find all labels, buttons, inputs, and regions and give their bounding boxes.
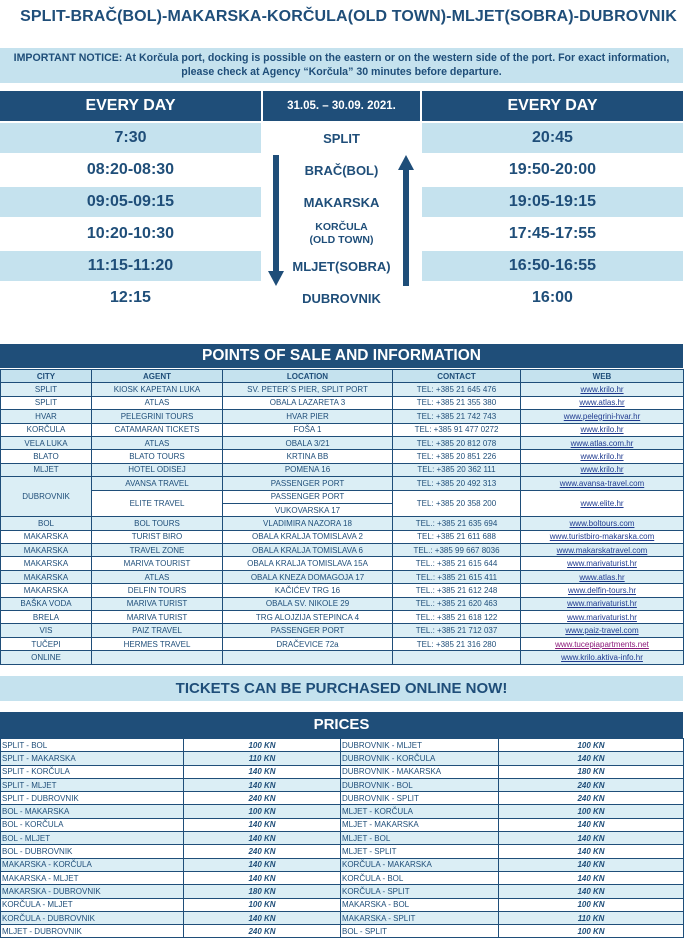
points-of-sale-title: POINTS OF SALE AND INFORMATION bbox=[0, 344, 683, 368]
pos-header-cell: CONTACT bbox=[393, 370, 521, 383]
price-row bbox=[1, 925, 684, 938]
route-name: DUBROVNIK - SPLIT bbox=[341, 792, 499, 805]
pos-web-link[interactable]: www.marivaturist.hr bbox=[521, 557, 684, 570]
price-value: 140 KN bbox=[184, 911, 341, 924]
schedule-row bbox=[0, 251, 683, 281]
pos-cell: OBALA LAZARETA 3 bbox=[223, 396, 393, 409]
schedule-row bbox=[0, 219, 683, 249]
pos-cell: BOL bbox=[1, 517, 92, 530]
route-name: BOL - DUBROVNIK bbox=[1, 845, 184, 858]
schedule-row bbox=[0, 283, 683, 313]
pos-cell: DELFIN TOURS bbox=[92, 584, 223, 597]
price-row bbox=[1, 832, 684, 845]
price-value: 140 KN bbox=[499, 871, 684, 884]
pos-cell: VELA LUKA bbox=[1, 436, 92, 449]
page-title: SPLIT-BRAČ(BOL)-MAKARSKA-KORČULA(OLD TOWN)-MLJET(SOBRA)-DUBROVNIK bbox=[20, 8, 677, 25]
pos-web-link[interactable]: www.elite.hr bbox=[521, 490, 684, 517]
pos-web-link[interactable]: www.makarskatravel.com bbox=[521, 544, 684, 557]
pos-cell: TRAVEL ZONE bbox=[92, 544, 223, 557]
pos-cell: BRELA bbox=[1, 611, 92, 624]
pos-cell bbox=[393, 651, 521, 664]
pos-web-link[interactable]: www.krilo.hr bbox=[521, 463, 684, 476]
pos-row bbox=[1, 584, 684, 597]
pos-row bbox=[1, 436, 684, 449]
pos-header-cell: AGENT bbox=[92, 370, 223, 383]
pos-cell: AVANSA TRAVEL bbox=[92, 477, 223, 490]
price-value: 140 KN bbox=[184, 871, 341, 884]
pos-cell: TEL: +385 21 645 476 bbox=[393, 383, 521, 396]
route-name: DUBROVNIK - BOL bbox=[341, 778, 499, 791]
pos-cell: SV. PETER´S PIER, SPLIT PORT bbox=[223, 383, 393, 396]
pos-cell: TEL: +385 21 611 688 bbox=[393, 530, 521, 543]
pos-cell: TEL.: +385 21 712 037 bbox=[393, 624, 521, 637]
pos-row bbox=[1, 463, 684, 476]
route-name: MAKARSKA - KORČULA bbox=[1, 858, 184, 871]
price-value: 240 KN bbox=[184, 925, 341, 938]
points-of-sale-table bbox=[0, 369, 684, 665]
pos-cell: TEL.: +385 21 615 411 bbox=[393, 570, 521, 583]
price-row bbox=[1, 885, 684, 898]
price-value: 100 KN bbox=[499, 925, 684, 938]
pos-row bbox=[1, 544, 684, 557]
pos-cell: VIS bbox=[1, 624, 92, 637]
pos-web-link[interactable]: www.atlas.com.hr bbox=[521, 436, 684, 449]
route-name: MAKARSKA - MLJET bbox=[1, 871, 184, 884]
pos-cell: PASSENGER PORT bbox=[223, 477, 393, 490]
pos-cell: BLATO TOURS bbox=[92, 450, 223, 463]
pos-web-link[interactable]: www.turistbiro-makarska.com bbox=[521, 530, 684, 543]
price-value: 140 KN bbox=[499, 832, 684, 845]
price-value: 140 KN bbox=[499, 845, 684, 858]
pos-cell: CATAMARAN TICKETS bbox=[92, 423, 223, 436]
price-value: 100 KN bbox=[184, 898, 341, 911]
price-row bbox=[1, 778, 684, 791]
price-value: 140 KN bbox=[499, 858, 684, 871]
pos-row bbox=[1, 477, 684, 490]
schedule-row bbox=[0, 187, 683, 217]
return-time: 19:50-20:00 bbox=[422, 155, 683, 185]
price-value: 180 KN bbox=[499, 765, 684, 778]
pos-cell: SPLIT bbox=[1, 396, 92, 409]
schedule-row bbox=[0, 155, 683, 185]
pos-cell: TEL: +385 20 812 078 bbox=[393, 436, 521, 449]
pos-row bbox=[1, 651, 684, 664]
pos-cell: OBALA KRALJA TOMISLAVA 2 bbox=[223, 530, 393, 543]
price-value: 100 KN bbox=[499, 898, 684, 911]
station-name bbox=[310, 221, 374, 247]
price-row bbox=[1, 765, 684, 778]
pos-cell: PELEGRINI TOURS bbox=[92, 410, 223, 423]
pos-row bbox=[1, 530, 684, 543]
route-name: MAKARSKA - DUBROVNIK bbox=[1, 885, 184, 898]
route-name: KORČULA - SPLIT bbox=[341, 885, 499, 898]
pos-cell: SPLIT bbox=[1, 383, 92, 396]
pos-web-link[interactable]: www.krilo.aktiva-info.hr bbox=[521, 651, 684, 664]
price-value: 140 KN bbox=[184, 778, 341, 791]
prices-table bbox=[0, 738, 684, 938]
return-time: 19:05-19:15 bbox=[422, 187, 683, 217]
pos-web-link[interactable]: www.marivaturist.hr bbox=[521, 597, 684, 610]
pos-web-link[interactable]: www.paiz-travel.com bbox=[521, 624, 684, 637]
route-name: SPLIT - MLJET bbox=[1, 778, 184, 791]
pos-cell: TEL.: +385 21 615 644 bbox=[393, 557, 521, 570]
route-name: SPLIT - BOL bbox=[1, 739, 184, 752]
station-name: BRAČ(BOL) bbox=[304, 162, 379, 178]
price-row bbox=[1, 792, 684, 805]
pos-cell: VLADIMIRA NAZORA 18 bbox=[223, 517, 393, 530]
down-arrow-icon bbox=[267, 155, 285, 287]
pos-cell: TEL: +385 20 851 226 bbox=[393, 450, 521, 463]
pos-header-cell: CITY bbox=[1, 370, 92, 383]
pos-cell: TEL: +385 21 742 743 bbox=[393, 410, 521, 423]
route-name: SPLIT - MAKARSKA bbox=[1, 752, 184, 765]
left-header: EVERY DAY bbox=[0, 91, 261, 121]
prices-title: PRICES bbox=[0, 712, 683, 738]
departure-time: 11:15-11:20 bbox=[0, 251, 261, 281]
pos-cell: MARIVA TURIST bbox=[92, 611, 223, 624]
pos-cell: MLJET bbox=[1, 463, 92, 476]
pos-cell: ATLAS bbox=[92, 570, 223, 583]
pos-row bbox=[1, 410, 684, 423]
pos-web-link[interactable]: www.krilo.hr bbox=[521, 423, 684, 436]
pos-cell: HVAR PIER bbox=[223, 410, 393, 423]
route-name: MLJET - DUBROVNIK bbox=[1, 925, 184, 938]
price-value: 140 KN bbox=[184, 832, 341, 845]
price-row bbox=[1, 752, 684, 765]
route-name: KORČULA - DUBROVNIK bbox=[1, 911, 184, 924]
pos-cell: BLATO bbox=[1, 450, 92, 463]
price-value: 110 KN bbox=[499, 911, 684, 924]
price-row bbox=[1, 805, 684, 818]
pos-cell: DRAČEVICE 72a bbox=[223, 637, 393, 650]
pos-row bbox=[1, 624, 684, 637]
price-value: 100 KN bbox=[499, 805, 684, 818]
pos-cell: TRG ALOJZIJA STEPINCA 4 bbox=[223, 611, 393, 624]
period-header: 31.05. – 30.09. 2021. bbox=[263, 91, 420, 121]
pos-cell: OBALA KRALJA TOMISLAVA 15A bbox=[223, 557, 393, 570]
pos-cell: OBALA 3/21 bbox=[223, 436, 393, 449]
pos-cell: PASSENGER PORT bbox=[223, 490, 393, 503]
pos-web-link[interactable]: www.atlas.hr bbox=[521, 570, 684, 583]
pos-cell: MAKARSKA bbox=[1, 570, 92, 583]
pos-cell: MAKARSKA bbox=[1, 557, 92, 570]
pos-cell: DUBROVNIK bbox=[1, 477, 92, 517]
price-value: 140 KN bbox=[184, 765, 341, 778]
pos-cell: TEL: +385 91 477 0272 bbox=[393, 423, 521, 436]
pos-cell: TUČEPI bbox=[1, 637, 92, 650]
route-name: KORČULA - MLJET bbox=[1, 898, 184, 911]
pos-cell: TEL: +385 21 316 280 bbox=[393, 637, 521, 650]
pos-cell: TEL.: +385 99 667 8036 bbox=[393, 544, 521, 557]
pos-row bbox=[1, 450, 684, 463]
pos-cell: PASSENGER PORT bbox=[223, 624, 393, 637]
pos-web-link[interactable]: www.tucepiapartments.net bbox=[521, 637, 684, 650]
pos-row bbox=[1, 557, 684, 570]
pos-web-link[interactable]: www.krilo.hr bbox=[521, 383, 684, 396]
pos-header-row bbox=[1, 370, 684, 383]
pos-cell: ATLAS bbox=[92, 396, 223, 409]
pos-row bbox=[1, 423, 684, 436]
pos-cell: TEL.: +385 21 612 248 bbox=[393, 584, 521, 597]
price-row bbox=[1, 845, 684, 858]
station-cell bbox=[263, 283, 420, 313]
pos-cell: TEL: +385 21 355 380 bbox=[393, 396, 521, 409]
station-name: MLJET(SOBRA) bbox=[292, 258, 391, 274]
price-row bbox=[1, 898, 684, 911]
station-name-line2: (OLD TOWN) bbox=[309, 234, 374, 246]
pos-row bbox=[1, 490, 684, 503]
pos-web-link[interactable]: www.delfin-tours.hr bbox=[521, 584, 684, 597]
pos-cell: HVAR bbox=[1, 410, 92, 423]
price-value: 140 KN bbox=[184, 858, 341, 871]
online-tickets-banner: TICKETS CAN BE PURCHASED ONLINE NOW! bbox=[0, 676, 683, 701]
right-header: EVERY DAY bbox=[422, 91, 683, 121]
departure-time: 08:20-08:30 bbox=[0, 155, 261, 185]
route-name: DUBROVNIK - MLJET bbox=[341, 739, 499, 752]
pos-web-link[interactable]: www.krilo.hr bbox=[521, 450, 684, 463]
route-name: MLJET - SPLIT bbox=[341, 845, 499, 858]
price-value: 100 KN bbox=[184, 805, 341, 818]
station-name: MAKARSKA bbox=[303, 194, 380, 210]
schedule-header-row bbox=[0, 91, 683, 121]
pos-cell: ELITE TRAVEL bbox=[92, 490, 223, 517]
schedule-row bbox=[0, 123, 683, 153]
pos-cell bbox=[223, 651, 393, 664]
important-notice: IMPORTANT NOTICE: At Korčula port, docking is possible on the eastern or on the western side of the port. For exact information, please check at Agency “Korčula” 30 minutes before departure. bbox=[0, 48, 683, 83]
pos-web-link[interactable]: www.pelegrini-hvar.hr bbox=[521, 410, 684, 423]
price-row bbox=[1, 858, 684, 871]
departure-time: 09:05-09:15 bbox=[0, 187, 261, 217]
route-name: BOL - MAKARSKA bbox=[1, 805, 184, 818]
price-value: 140 KN bbox=[184, 818, 341, 831]
pos-header-cell: WEB bbox=[521, 370, 684, 383]
pos-cell: ONLINE bbox=[1, 651, 92, 664]
departure-time: 10:20-10:30 bbox=[0, 219, 261, 249]
price-row bbox=[1, 818, 684, 831]
pos-cell: KAČIĆEV TRG 16 bbox=[223, 584, 393, 597]
pos-web-link[interactable]: www.boltours.com bbox=[521, 517, 684, 530]
pos-cell: TURIST BIRO bbox=[92, 530, 223, 543]
pos-cell: KIOSK KAPETAN LUKA bbox=[92, 383, 223, 396]
pos-cell: KRTINA BB bbox=[223, 450, 393, 463]
pos-cell: HOTEL ODISEJ bbox=[92, 463, 223, 476]
pos-row bbox=[1, 396, 684, 409]
pos-row bbox=[1, 570, 684, 583]
route-name: MAKARSKA - SPLIT bbox=[341, 911, 499, 924]
pos-row bbox=[1, 611, 684, 624]
pos-cell: TEL.: +385 21 620 463 bbox=[393, 597, 521, 610]
price-row bbox=[1, 911, 684, 924]
price-row bbox=[1, 739, 684, 752]
pos-cell: MARIVA TOURIST bbox=[92, 557, 223, 570]
pos-cell: TEL: +385 20 358 200 bbox=[393, 490, 521, 517]
price-value: 240 KN bbox=[499, 778, 684, 791]
price-value: 100 KN bbox=[184, 739, 341, 752]
pos-cell: BOL TOURS bbox=[92, 517, 223, 530]
pos-cell: MARIVA TURIST bbox=[92, 597, 223, 610]
pos-cell: BAŠKA VODA bbox=[1, 597, 92, 610]
price-value: 240 KN bbox=[184, 845, 341, 858]
price-value: 140 KN bbox=[499, 818, 684, 831]
route-name: SPLIT - KORČULA bbox=[1, 765, 184, 778]
pos-cell: TEL: +385 20 492 313 bbox=[393, 477, 521, 490]
pos-cell bbox=[92, 651, 223, 664]
route-name: KORČULA - BOL bbox=[341, 871, 499, 884]
price-value: 180 KN bbox=[184, 885, 341, 898]
route-name: MAKARSKA - BOL bbox=[341, 898, 499, 911]
pos-header-cell: LOCATION bbox=[223, 370, 393, 383]
pos-row bbox=[1, 517, 684, 530]
return-time: 20:45 bbox=[422, 123, 683, 153]
pos-web-link[interactable]: www.marivaturist.hr bbox=[521, 611, 684, 624]
pos-cell: OBALA SV. NIKOLE 29 bbox=[223, 597, 393, 610]
route-name: KORČULA - MAKARSKA bbox=[341, 858, 499, 871]
route-name: BOL - KORČULA bbox=[1, 818, 184, 831]
price-row bbox=[1, 871, 684, 884]
pos-cell: OBALA KNEZA DOMAGOJA 17 bbox=[223, 570, 393, 583]
route-name: MLJET - KORČULA bbox=[341, 805, 499, 818]
pos-row bbox=[1, 637, 684, 650]
pos-cell: PAIZ TRAVEL bbox=[92, 624, 223, 637]
route-name: MLJET - BOL bbox=[341, 832, 499, 845]
route-name: MLJET - MAKARSKA bbox=[341, 818, 499, 831]
pos-cell: FOŠA 1 bbox=[223, 423, 393, 436]
station-name-line1: KORČULA bbox=[315, 221, 368, 233]
pos-cell: TEL.: +385 21 635 694 bbox=[393, 517, 521, 530]
price-value: 140 KN bbox=[499, 885, 684, 898]
pos-cell: OBALA KRALJA TOMISLAVA 6 bbox=[223, 544, 393, 557]
station-name: SPLIT bbox=[323, 130, 360, 146]
price-value: 110 KN bbox=[184, 752, 341, 765]
station-cell bbox=[263, 123, 420, 153]
pos-row bbox=[1, 597, 684, 610]
departure-time: 7:30 bbox=[0, 123, 261, 153]
pos-cell: TEL.: +385 21 618 122 bbox=[393, 611, 521, 624]
pos-cell: MAKARSKA bbox=[1, 544, 92, 557]
price-value: 100 KN bbox=[499, 739, 684, 752]
pos-cell: MAKARSKA bbox=[1, 530, 92, 543]
pos-web-link[interactable]: www.atlas.hr bbox=[521, 396, 684, 409]
pos-row bbox=[1, 383, 684, 396]
price-value: 240 KN bbox=[184, 792, 341, 805]
return-time: 17:45-17:55 bbox=[422, 219, 683, 249]
route-name: BOL - SPLIT bbox=[341, 925, 499, 938]
route-name: BOL - MLJET bbox=[1, 832, 184, 845]
price-value: 240 KN bbox=[499, 792, 684, 805]
pos-cell: POMENA 16 bbox=[223, 463, 393, 476]
pos-cell: MAKARSKA bbox=[1, 584, 92, 597]
route-name: DUBROVNIK - KORČULA bbox=[341, 752, 499, 765]
up-arrow-icon bbox=[397, 155, 415, 287]
pos-cell: ATLAS bbox=[92, 436, 223, 449]
pos-cell: HERMES TRAVEL bbox=[92, 637, 223, 650]
station-name: DUBROVNIK bbox=[302, 290, 381, 306]
price-value: 140 KN bbox=[499, 752, 684, 765]
pos-cell: KORČULA bbox=[1, 423, 92, 436]
pos-web-link[interactable]: www.avansa-travel.com bbox=[521, 477, 684, 490]
return-time: 16:00 bbox=[422, 283, 683, 313]
pos-cell: VUKOVARSKA 17 bbox=[223, 503, 393, 516]
return-time: 16:50-16:55 bbox=[422, 251, 683, 281]
route-name: SPLIT - DUBROVNIK bbox=[1, 792, 184, 805]
route-name: DUBROVNIK - MAKARSKA bbox=[341, 765, 499, 778]
pos-cell: TEL: +385 20 362 111 bbox=[393, 463, 521, 476]
departure-time: 12:15 bbox=[0, 283, 261, 313]
